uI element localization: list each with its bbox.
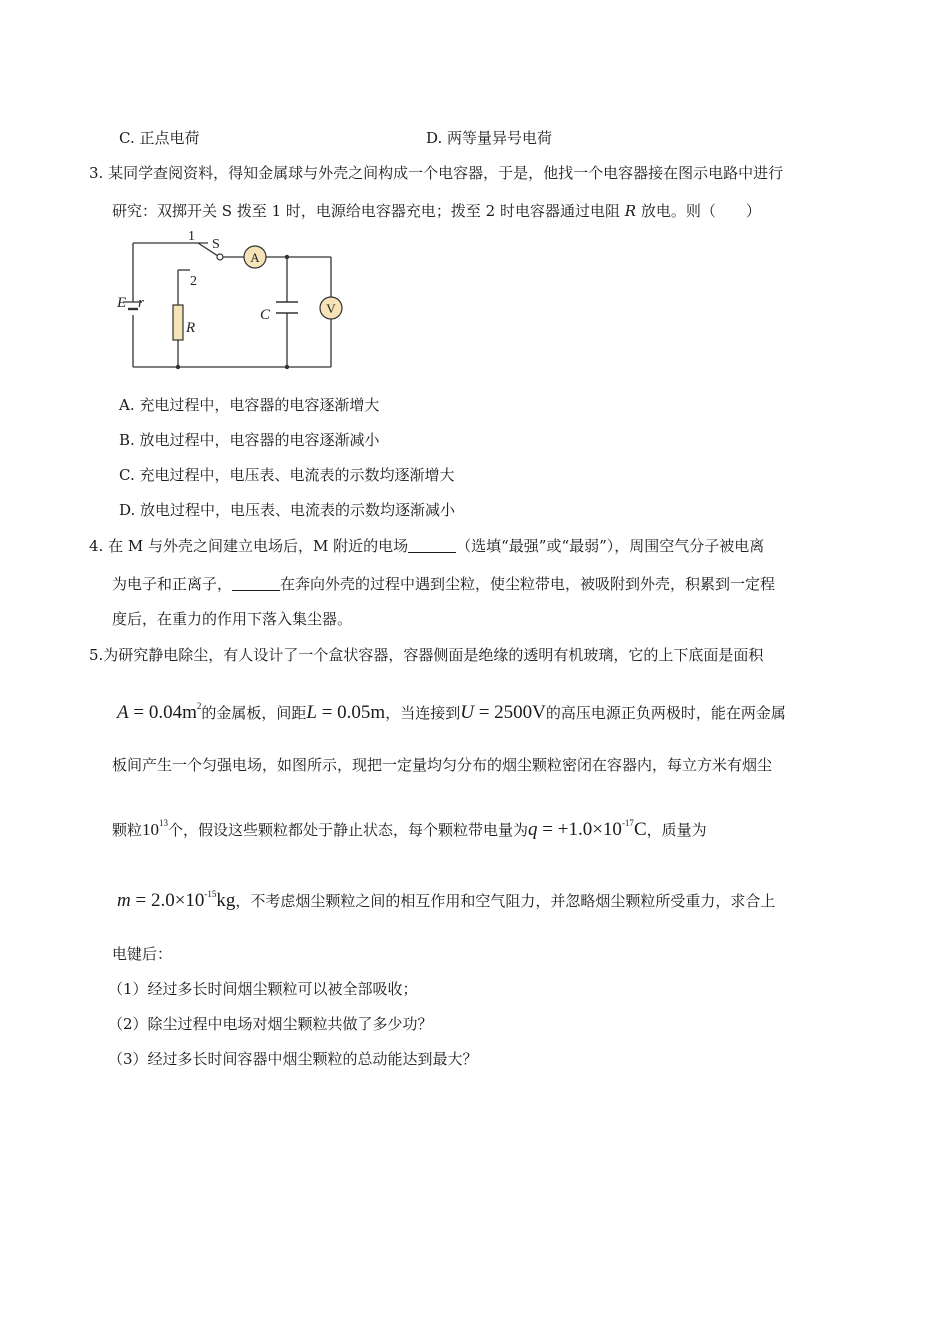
q2-option-d: D. 两等量异号电荷: [426, 129, 553, 147]
q4-blank-2[interactable]: [232, 576, 280, 591]
mass-formula: [117, 890, 235, 911]
q5-line4-b: 个，假设这些颗粒都处于静止状态，每个颗粒带电量为: [168, 821, 529, 839]
q5-line6: 电键后：: [112, 945, 173, 963]
q-var: q: [528, 819, 538, 840]
q3-option-a: A. 充电过程中，电容器的电容逐渐增大: [119, 396, 380, 414]
q3-option-b: B. 放电过程中，电容器的电容逐渐减小: [119, 431, 380, 449]
m-exp: -15: [204, 889, 217, 899]
q5-line2: [117, 694, 786, 725]
q-eq: = +1.0×10: [537, 819, 622, 840]
switch-contact-1-label: 1: [188, 229, 195, 244]
resistor-label: R: [186, 320, 196, 336]
q5-text-c: 的高压电源正负两极时，能在两金属: [545, 704, 786, 722]
density-base: 10: [142, 820, 160, 839]
q-unit: C: [633, 819, 647, 840]
resistor: [173, 305, 183, 340]
u-eq: = 2500V: [473, 702, 546, 723]
q5-line4-c: ，质量为: [646, 821, 707, 839]
m-eq: = 2.0×10: [130, 890, 205, 911]
q5-text-b: ，当连接到: [385, 704, 461, 722]
q4-line2-a: 为电子和正离子，: [112, 575, 233, 593]
q3-option-d: D. 放电过程中，电压表、电流表的示数均逐渐减小: [119, 501, 456, 519]
area-exp: 2: [196, 701, 202, 711]
q3-option-c: C. 充电过程中，电压表、电流表的示数均逐渐增大: [119, 466, 455, 484]
switch-contact-2-label: 2: [190, 274, 197, 289]
m-var: m: [117, 890, 131, 911]
q4-line1-b: （选填“最强”或“最弱”），周围空气分子被电离: [456, 537, 765, 555]
q-exp: -17: [621, 818, 634, 828]
charge-formula: [528, 819, 647, 840]
q4-blank-1[interactable]: [408, 538, 456, 553]
q3-stem-line2-a: 研究：双掷开关 S 拨至 1 时，电源给电容器充电；拨至 2 时电容器通过电阻: [112, 202, 625, 220]
density-exp: 13: [159, 818, 169, 828]
capacitor-label: C: [260, 307, 271, 323]
q3-stem-line2: [112, 201, 761, 221]
q3-resistor-symbol: R: [624, 202, 637, 220]
distance-formula: [306, 702, 385, 723]
q5-line5: [117, 882, 775, 913]
area-formula: [117, 702, 201, 723]
q5-line4: [112, 811, 707, 842]
m-unit: kg: [216, 890, 236, 911]
switch-label: S: [212, 237, 220, 252]
q5-line3: 板间产生一个匀强电场，如图所示，现把一定量均匀分布的烟尘颗粒密闭在容器内，每立方米有烟尘: [112, 756, 773, 774]
circuit-diagram: [110, 228, 350, 372]
density-formula: [142, 820, 168, 839]
q2-option-c: C. 正点电荷: [119, 129, 200, 147]
q3-stem-line1: 3. 某同学查阅资料，得知金属球与外壳之间构成一个电容器，于是，他找一个电容器接在图示电路中进行: [89, 164, 784, 182]
q4-line1-a: 4. 在 M 与外壳之间建立电场后，M 附近的电场: [89, 537, 409, 555]
u-var: U: [460, 702, 474, 723]
q5-line1: 5.为研究静电除尘，有人设计了一个盒状容器，容器侧面是绝缘的透明有机玻璃，它的上下底面是面积: [89, 646, 764, 664]
ammeter-label: A: [250, 250, 260, 265]
q5-line5-text: ，不考虑烟尘颗粒之间的相互作用和空气阻力，并忽略烟尘颗粒所受重力，求合上: [235, 892, 776, 910]
area-eq: = 0.04m: [128, 702, 197, 723]
q4-line1: [89, 536, 764, 556]
l-eq: = 0.05m: [316, 702, 386, 723]
q4-line3: 度后，在重力的作用下落入集尘器。: [112, 610, 353, 628]
q4-line2: [112, 574, 775, 594]
q3-stem-line2-b: 放电。则（ ）: [636, 202, 761, 220]
q5-line4-a: 颗粒: [112, 821, 143, 839]
voltage-formula: [460, 702, 546, 723]
emf-label: E: [117, 295, 127, 311]
q5-sub-2: （2）除尘过程中电场对烟尘颗粒共做了多少功？: [108, 1015, 433, 1033]
internal-resistance-label: r: [138, 295, 144, 311]
q5-sub-1: （1）经过多长时间烟尘颗粒可以被全部吸收；: [108, 980, 418, 998]
l-var: L: [306, 702, 317, 723]
q5-sub-3: （3）经过多长时间容器中烟尘颗粒的总动能达到最大？: [108, 1050, 478, 1068]
voltmeter-label: V: [326, 301, 336, 316]
q4-line2-b: 在奔向外壳的过程中遇到尘粒，使尘粒带电，被吸附到外壳，积累到一定程: [280, 575, 776, 593]
q5-text-a: 的金属板，间距: [201, 704, 307, 722]
area-var: A: [117, 702, 129, 723]
